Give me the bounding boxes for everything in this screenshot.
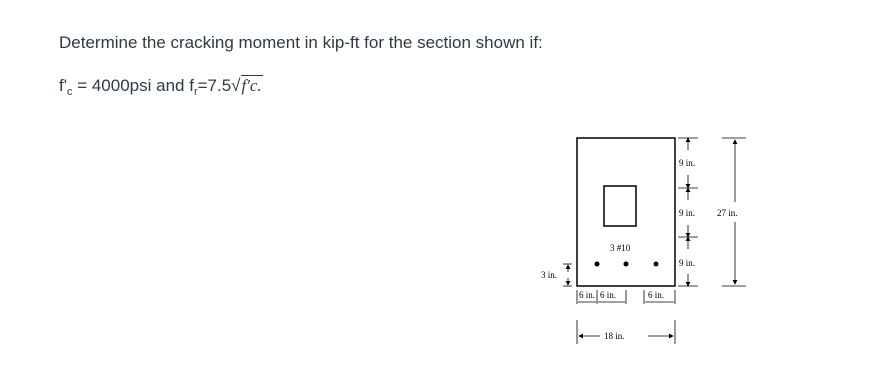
width-label: 18 in. (604, 331, 625, 341)
spacing-3-label: 6 in. (648, 290, 665, 300)
rebar-3 (654, 262, 659, 267)
fr-expression: =7.5 (197, 76, 232, 95)
rebar-1 (595, 262, 600, 267)
bars-label: 3 #10 (610, 243, 631, 253)
cover-label: 3 in. (541, 270, 558, 280)
fr-subscript: r (193, 86, 198, 98)
dim-top-label: 9 in. (679, 158, 696, 168)
sqrt-symbol: √ (231, 76, 241, 95)
question-line-1: Determine the cracking moment in kip-ft for the section shown if: (59, 33, 543, 52)
beam-opening (604, 186, 636, 226)
spacing-2-label: 6 in. (600, 290, 617, 300)
dim-total-label: 27 in. (717, 208, 738, 218)
spacing-1-label: 6 in. (579, 290, 596, 300)
fc-subscript: c (66, 86, 73, 98)
dim-bot-label: 9 in. (679, 258, 696, 268)
sqrt-argument: f'c. (241, 76, 262, 95)
fc-symbol: f' (59, 76, 67, 95)
dim-mid-label: 9 in. (679, 208, 696, 218)
fc-value: = 4000psi and f (72, 76, 194, 95)
rebar-2 (624, 262, 629, 267)
